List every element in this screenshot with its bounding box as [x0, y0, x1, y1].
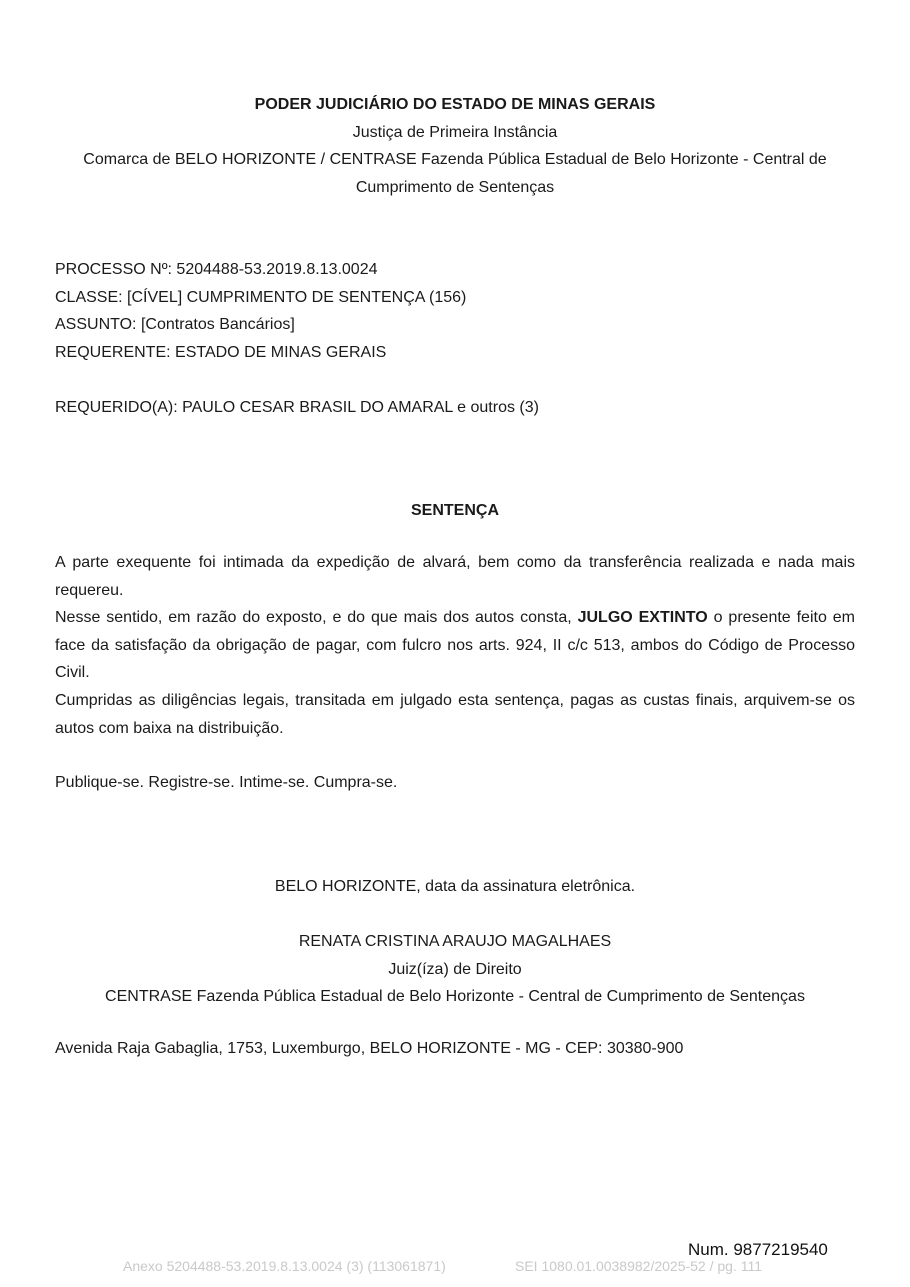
document-title: SENTENÇA: [410, 502, 499, 519]
paragraph-2: [55, 604, 855, 687]
sei-footer: SEI 1080.01.0038982/2025-52 / pg. 111: [515, 1258, 763, 1274]
case-class: CLASSE: [CÍVEL] CUMPRIMENTO DE SENTENÇA (156): [55, 289, 467, 306]
place-date: BELO HORIZONTE, data da assinatura eletrônica.: [274, 878, 636, 895]
paragraph-2-text-a: Nesse sentido, em razão do exposto, e do que mais dos autos consta,: [55, 609, 578, 626]
judge-name: RENATA CRISTINA ARAUJO MAGALHAES: [298, 933, 612, 950]
paragraph-4: Publique-se. Registre-se. Intime-se. Cumpra-se.: [55, 774, 398, 791]
paragraph-2-emphasis: JULGO EXTINTO: [577, 609, 708, 626]
judge-unit: CENTRASE Fazenda Pública Estadual de Belo Horizonte - Central de Cumprimento de Sentenças: [105, 988, 805, 1005]
case-number: PROCESSO Nº: 5204488-53.2019.8.13.0024: [55, 261, 378, 278]
paragraph-2-text-b: o presente feito em face da satisfação da obrigação de pagar, com fulcro nos arts. 924, II c/c 513, ambos do Código de Processo Civil.: [55, 609, 856, 681]
court-instance: Justiça de Primeira Instância: [352, 124, 558, 141]
case-plaintiff: REQUERENTE: ESTADO DE MINAS GERAIS: [55, 344, 387, 361]
court-name: PODER JUDICIÁRIO DO ESTADO DE MINAS GERAIS: [254, 96, 656, 113]
paragraph-1: A parte exequente foi intimada da expedição de alvará, bem como da transferência realizada e nada mais requereu.: [55, 554, 855, 599]
court-address: Avenida Raja Gabaglia, 1753, Luxemburgo, BELO HORIZONTE - MG - CEP: 30380-900: [55, 1040, 684, 1057]
annex-footer: Anexo 5204488-53.2019.8.13.0024 (3) (113061871): [123, 1258, 446, 1274]
judge-role: Juiz(íza) de Direito: [388, 961, 522, 978]
court-district-cont: Cumprimento de Sentenças: [355, 179, 555, 196]
paragraph-3: Cumpridas as diligências legais, transitada em julgado esta sentença, pagas as custas finais, arquivem-se os autos com baixa na distribuição.: [55, 692, 855, 737]
case-defendant: REQUERIDO(A): PAULO CESAR BRASIL DO AMARAL e outros (3): [55, 399, 539, 416]
case-subject: ASSUNTO: [Contratos Bancários]: [55, 316, 295, 333]
document-number: Num. 9877219540: [688, 1240, 828, 1259]
court-district: Comarca de BELO HORIZONTE / CENTRASE Fazenda Pública Estadual de Belo Horizonte - Central de: [83, 151, 827, 168]
